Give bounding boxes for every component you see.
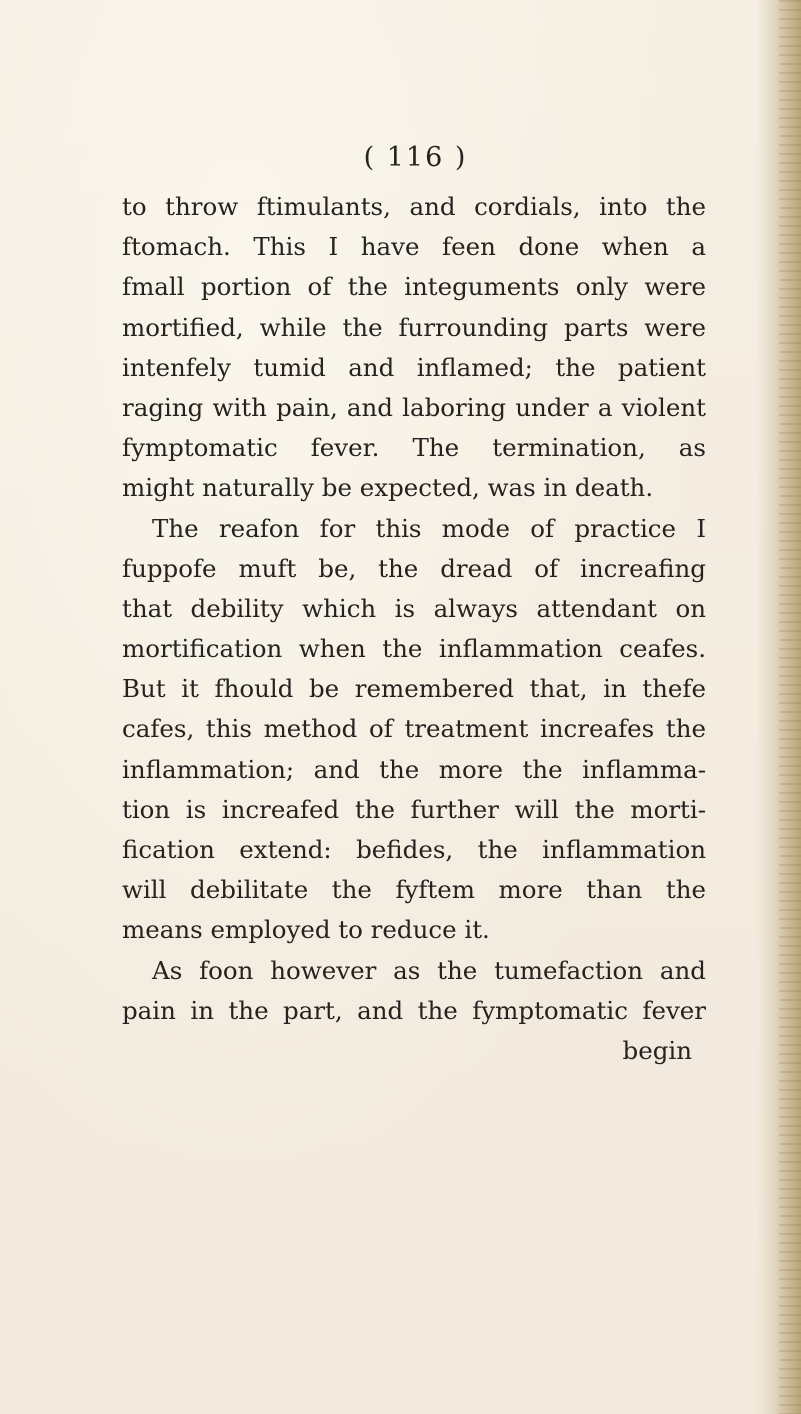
text-line: will debilitate the fyftem more than the [122, 875, 706, 905]
text-line: tion is increafed the further will the morti- [122, 794, 706, 824]
text-line: means employed to reduce it. [122, 915, 490, 945]
text-line: The reafon for this mode of practice I [152, 513, 706, 543]
catchword: begin [622, 1035, 692, 1065]
body-text [122, 187, 706, 1071]
text-line: ftomach. This I have feen done when a [122, 232, 706, 262]
text-line: intenfely tumid and inflamed; the patient [122, 352, 706, 382]
text-line: fication extend: befides, the inflammation [122, 835, 706, 864]
text-line: cafes, this method of treatment increafes the [122, 714, 706, 744]
text-line: fuppofe muft be, the dread of increafing [122, 553, 706, 583]
text-line: fmall portion of the integuments only were [122, 272, 706, 302]
text-line: As foon however as the tumefaction and [152, 955, 706, 985]
text-line: But it fhould be remembered that, in thefe [122, 674, 706, 704]
text-line: inflammation; and the more the inflamma- [122, 754, 706, 784]
text-line: to throw ftimulants, and cordials, into the [122, 192, 706, 221]
text-line: fymptomatic fever. The termination, as [122, 433, 706, 463]
text-line: that debility which is always attendant on [122, 593, 706, 623]
text-line: raging with pain, and laboring under a violent [122, 392, 706, 422]
text-line: might naturally be expected, was in death. [122, 473, 654, 503]
text-line: pain in the part, and the fymptomatic fever [122, 995, 706, 1025]
text-line: mortified, while the furrounding parts were [122, 312, 706, 342]
page-edge-texture [779, 0, 801, 1414]
text-line: mortification when the inflammation ceafes. [122, 634, 706, 664]
page-number-header: ( 116 ) [363, 142, 468, 173]
